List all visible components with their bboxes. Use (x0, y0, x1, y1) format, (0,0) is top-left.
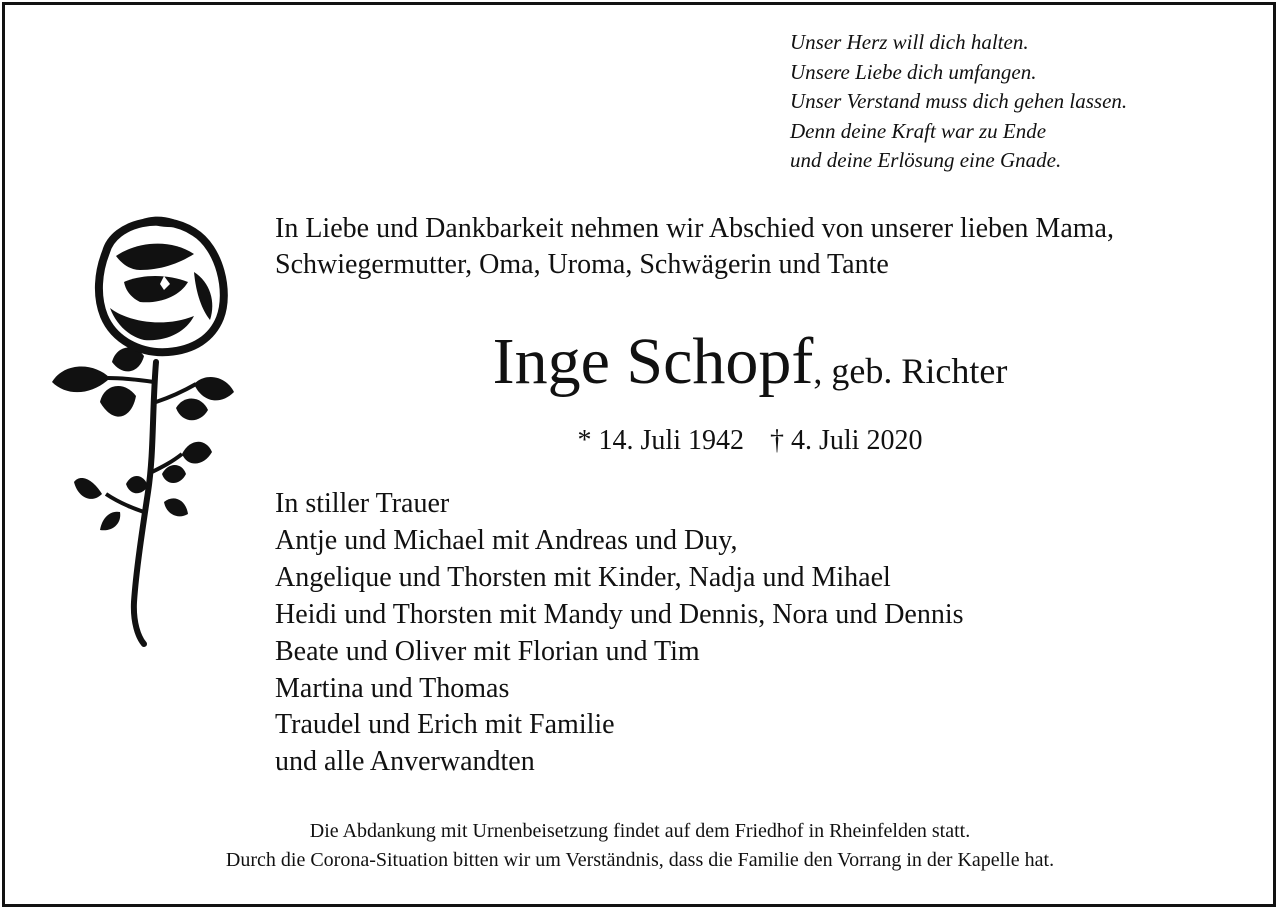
mourners-line: Antje und Michael mit Andreas und Duy, (275, 524, 738, 556)
mourners-line: Beate und Oliver mit Florian und Tim (275, 635, 700, 667)
deceased-name-line (275, 322, 1225, 411)
maiden-name: , geb. Richter (813, 351, 1008, 391)
mourners-line: Traudel und Erich mit Familie (275, 709, 615, 741)
deceased-name: Inge Schopf (492, 325, 814, 398)
mourners-line: In stiller Trauer (275, 488, 450, 519)
birth-date: * 14. Juli 1942 (577, 425, 744, 456)
poem-line: und deine Erlösung eine Gnade. (790, 148, 1062, 172)
death-date: † 4. Juli 2020 (770, 425, 923, 456)
poem-line: Unsere Liebe dich umfangen. (790, 59, 1037, 84)
poem-line: Denn deine Kraft war zu Ende (790, 118, 1047, 143)
intro-line: In Liebe und Dankbarkeit nehmen wir Abschied von unserer lieben Mama, (275, 213, 1114, 244)
rose-icon (44, 212, 244, 652)
poem (790, 28, 1250, 176)
mourners-line: und alle Anverwandten (275, 746, 535, 778)
ceremony-notice (40, 817, 1240, 875)
poem-line: Unser Herz will dich halten. (790, 30, 1029, 54)
intro-text (275, 211, 1265, 283)
mourners-line: Martina und Thomas (275, 672, 510, 704)
notice-line: Die Abdankung mit Urnenbeisetzung findet auf dem Friedhof in Rheinfelden statt. (309, 820, 971, 842)
mourners-line: Heidi und Thorsten mit Mandy und Dennis, Nora und Dennis (275, 598, 964, 630)
mourners-line: Angelique und Thorsten mit Kinder, Nadja und Mihael (275, 561, 891, 593)
intro-line: Schwiegermutter, Oma, Uroma, Schwägerin und Tante (275, 249, 889, 280)
life-dates (275, 423, 1225, 459)
notice-line: Durch die Corona-Situation bitten wir um Verständnis, dass die Familie den Vorrang in der Kapelle hat. (225, 849, 1055, 871)
poem-line: Unser Verstand muss dich gehen lassen. (790, 89, 1128, 113)
mourners-list (275, 486, 1235, 781)
